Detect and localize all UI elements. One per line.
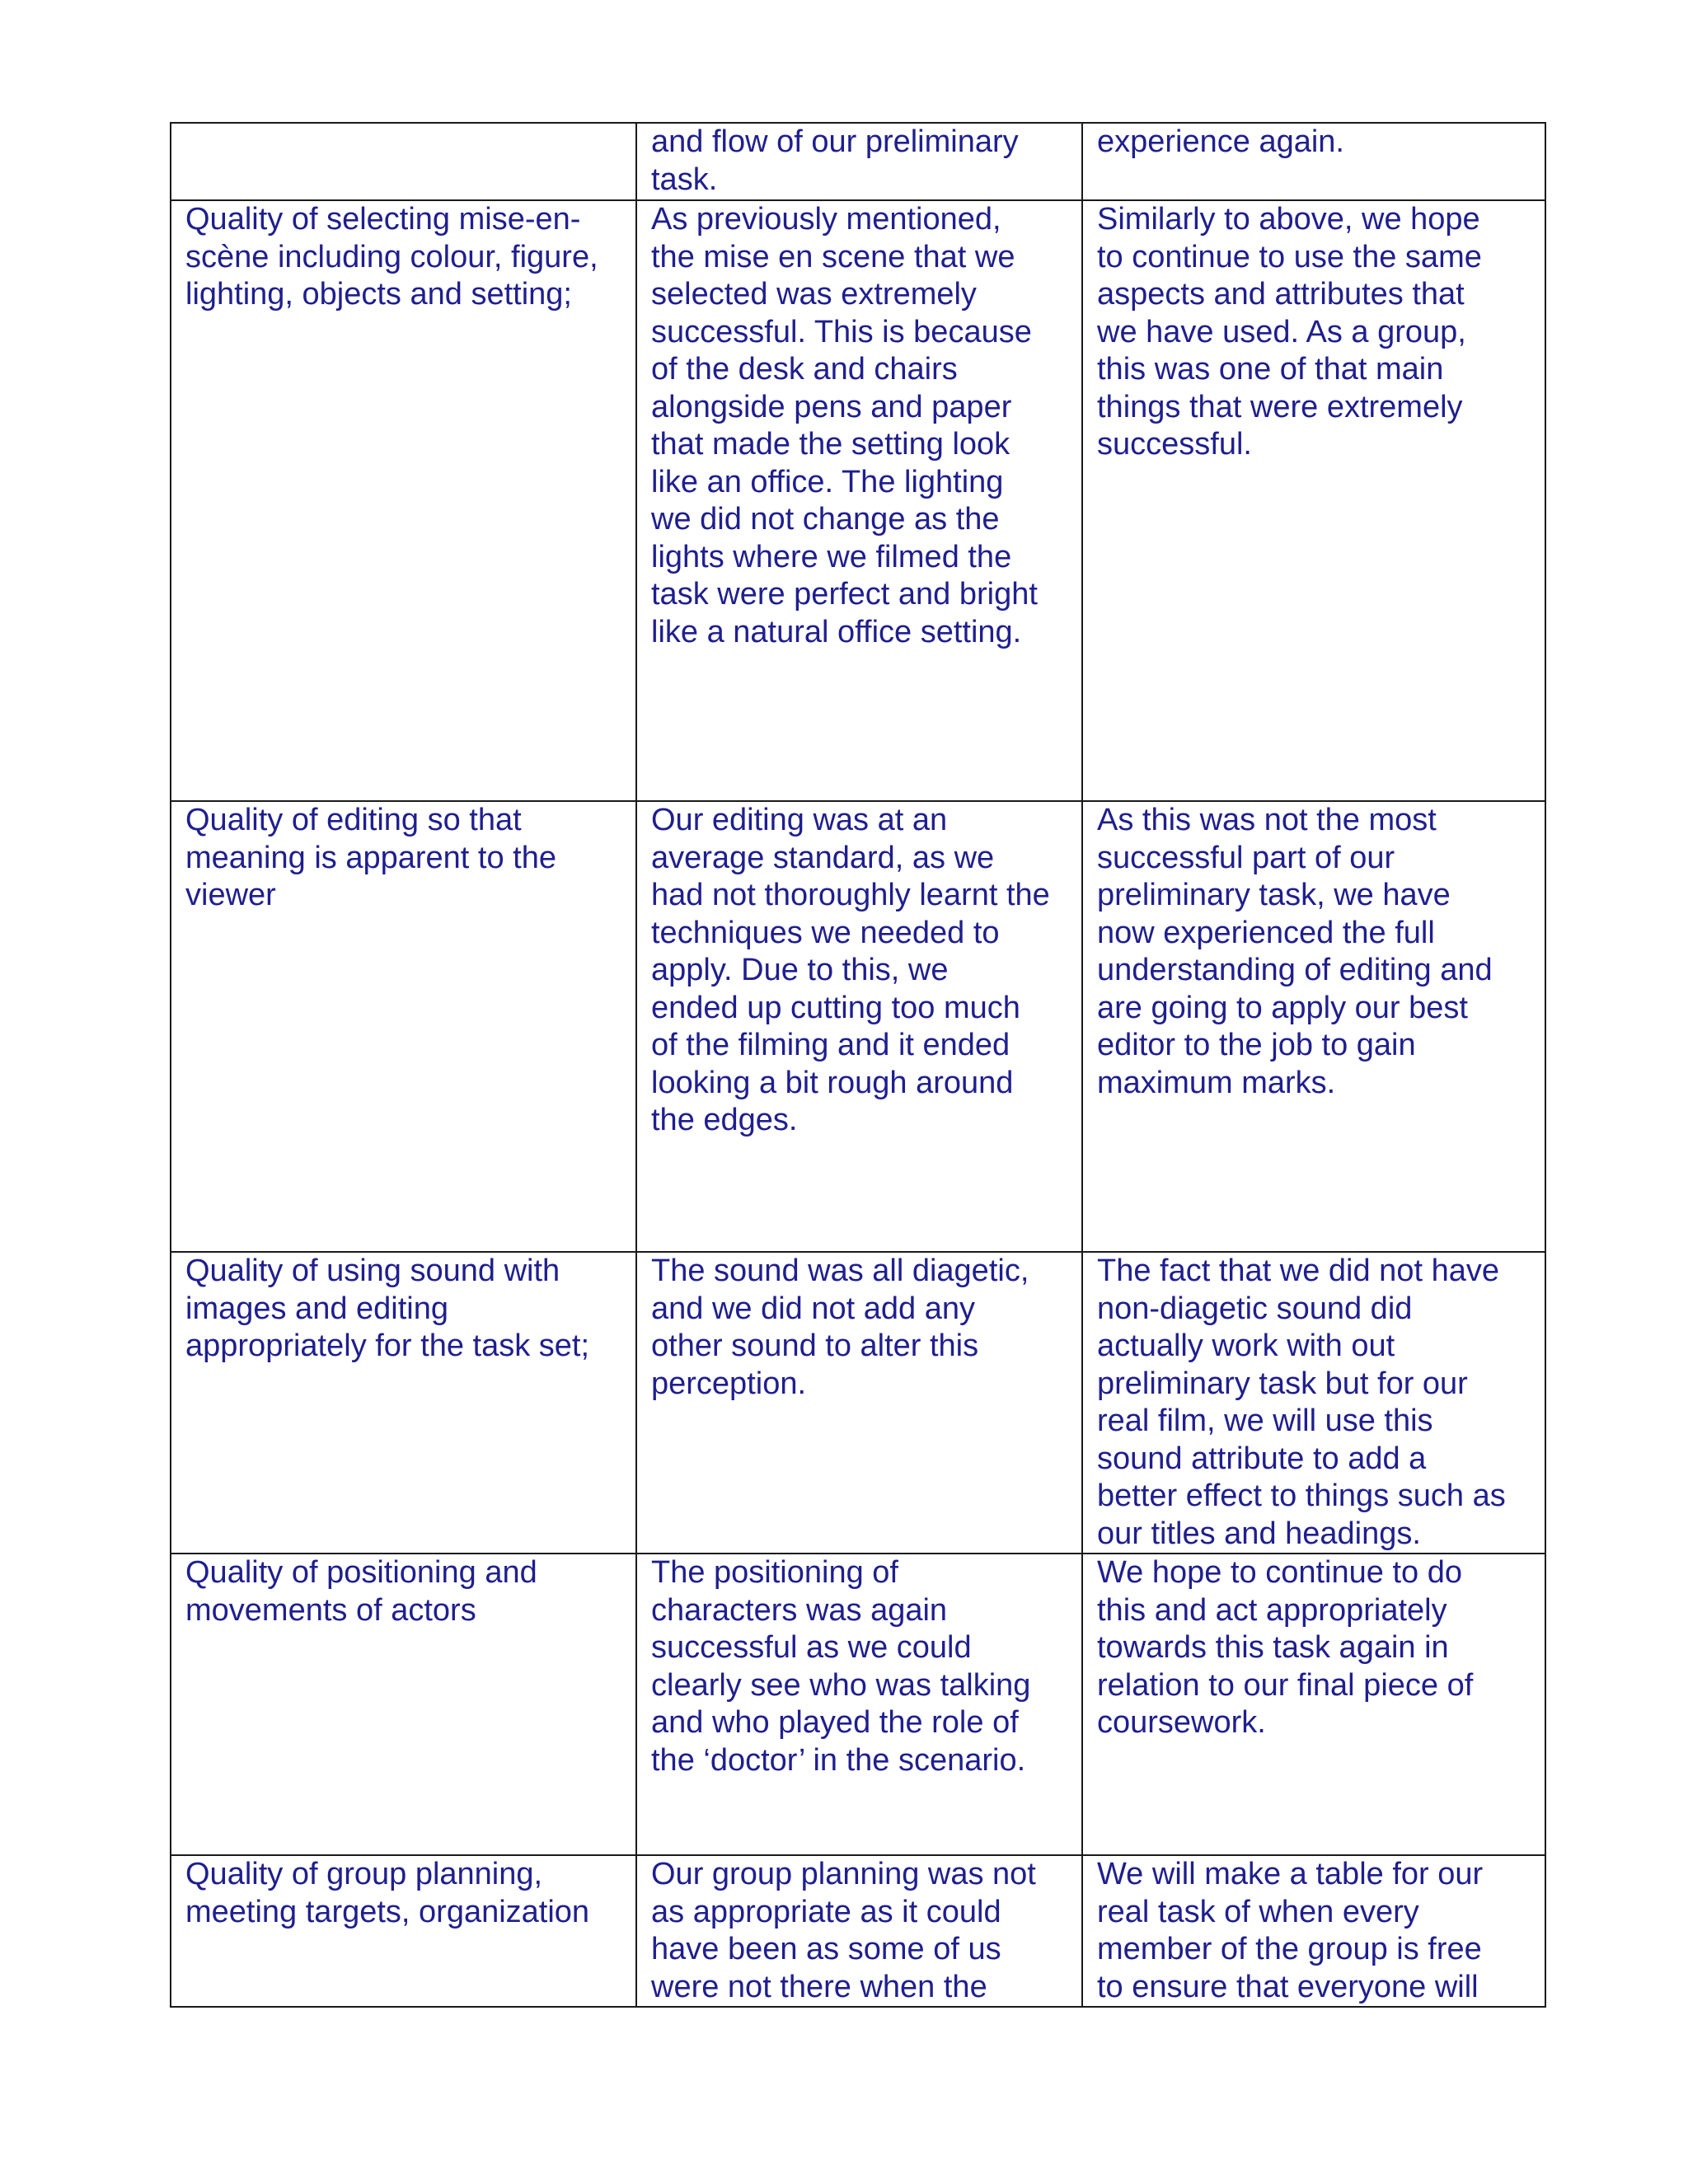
plan-text: experience again. — [1097, 124, 1344, 159]
criterion-cell — [171, 1252, 636, 1554]
plan-cell — [1082, 200, 1545, 801]
plan-cell — [1082, 1855, 1545, 2007]
criterion-cell — [171, 1554, 636, 1855]
criterion-cell — [171, 200, 636, 801]
preliminary-cell — [636, 1252, 1082, 1554]
preliminary-text: and flow of our preliminary task. — [651, 124, 1019, 197]
criterion-text: Quality of selecting mise-en- scène including colour, figure, lighting, objects and setting; — [185, 202, 598, 312]
evaluation-table — [170, 122, 1546, 2008]
preliminary-cell — [636, 200, 1082, 801]
table-row — [171, 1252, 1545, 1554]
plan-cell — [1082, 1252, 1545, 1554]
preliminary-cell — [636, 801, 1082, 1252]
criterion-text: Quality of using sound with images and editing appropriately for the task set; — [185, 1254, 590, 1363]
preliminary-cell — [636, 123, 1082, 200]
preliminary-text: The positioning of characters was again successful as we could clearly see who was talking and who played the role of the ‘doctor’ in the scenario. — [651, 1555, 1031, 1778]
criterion-cell — [171, 801, 636, 1252]
preliminary-text: Our editing was at an average standard, as we had not thoroughly learnt the techniques we needed to apply. Due to this, we ended up cutting too much of the filming and it ended looking a bit rough around the edges. — [651, 803, 1050, 1137]
criterion-cell — [171, 123, 636, 200]
criterion-text: Quality of editing so that meaning is apparent to the viewer — [185, 803, 556, 912]
table-row — [171, 1554, 1545, 1855]
plan-cell — [1082, 801, 1545, 1252]
plan-text: We hope to continue to do this and act appropriately towards this task again in relation to our final piece of coursework. — [1097, 1555, 1474, 1740]
table-row — [171, 123, 1545, 200]
preliminary-text: The sound was all diagetic, and we did not add any other sound to alter this perception. — [651, 1254, 1029, 1401]
preliminary-text: As previously mentioned, the mise en scene that we selected was extremely successful. This is because of the desk and chairs alongside pens and paper that made the setting look like an office. The lighting we did not change as the lights where we filmed the task were perfect and bright like a natural office setting. — [651, 202, 1038, 649]
table-row — [171, 200, 1545, 801]
criterion-text: Quality of positioning and movements of actors — [185, 1555, 537, 1628]
criterion-text: Quality of group planning, meeting targets, organization — [185, 1857, 590, 1929]
plan-text: As this was not the most successful part of our preliminary task, we have now experienced the full understanding of editing and are going to apply our best editor to the job to gain maximum marks. — [1097, 803, 1493, 1100]
plan-cell — [1082, 1554, 1545, 1855]
plan-text: Similarly to above, we hope to continue to use the same aspects and attributes that we have used. As a group, this was one of that main things that were extremely successful. — [1097, 202, 1482, 462]
preliminary-cell — [636, 1855, 1082, 2007]
preliminary-cell — [636, 1554, 1082, 1855]
table-row — [171, 801, 1545, 1252]
table-row — [171, 1855, 1545, 2007]
plan-text: We will make a table for our real task of when every member of the group is free to ensure that everyone will — [1097, 1857, 1484, 2004]
plan-text: The fact that we did not have non-diagetic sound did actually work with out preliminary task but for our real film, we will use this sound attribute to add a better effect to things such as our titles and headings. — [1097, 1254, 1506, 1551]
preliminary-text: Our group planning was not as appropriate as it could have been as some of us were not there when the — [651, 1857, 1036, 2004]
criterion-cell — [171, 1855, 636, 2007]
plan-cell — [1082, 123, 1545, 200]
